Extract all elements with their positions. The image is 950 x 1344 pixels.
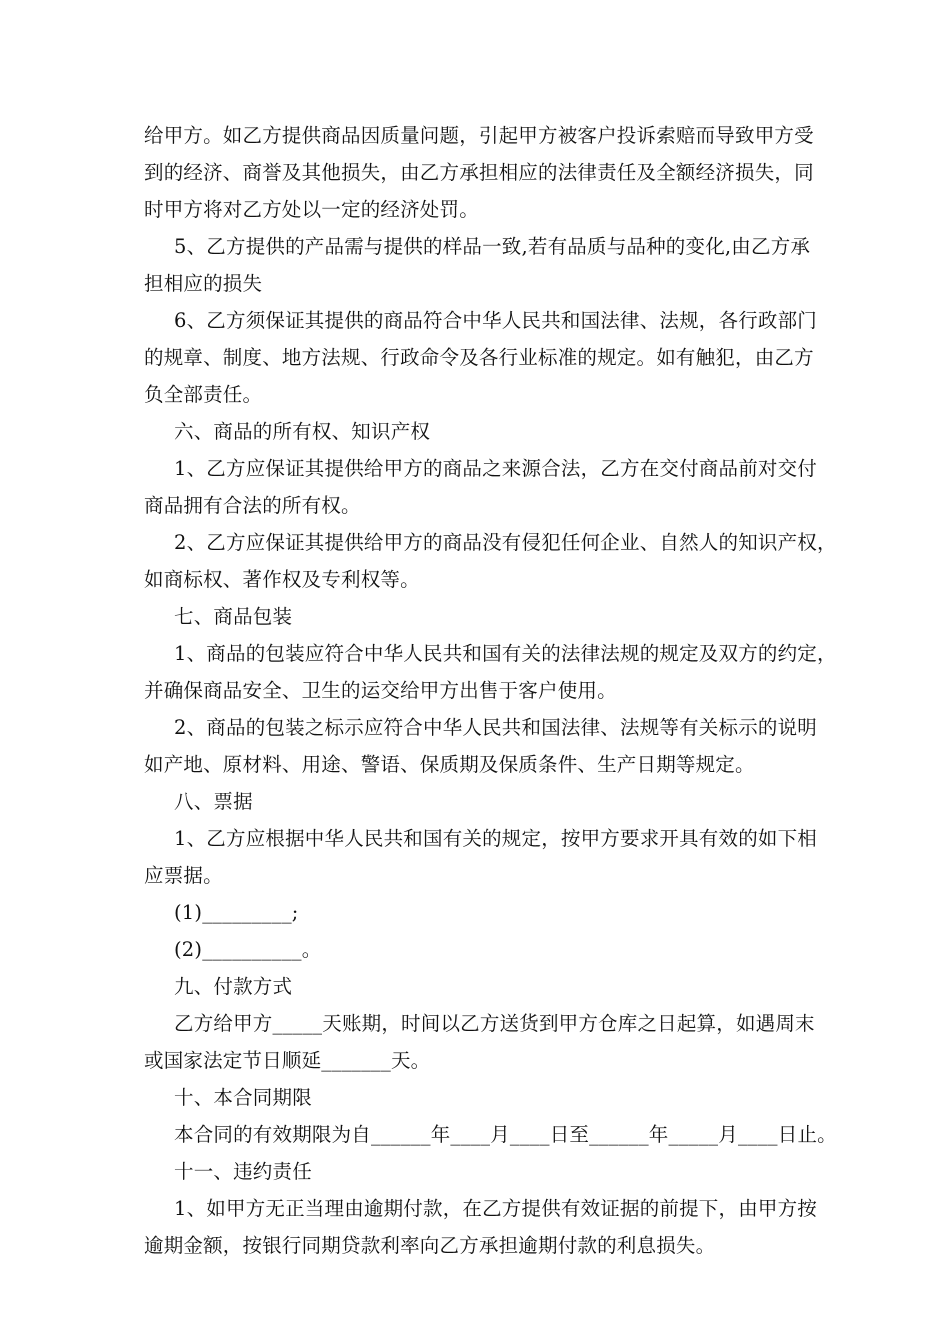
- text-line: 到的经济、商誉及其他损失，由乙方承担相应的法律责任及全额经济损失，同: [144, 161, 814, 184]
- section-heading: 八、票据: [174, 790, 253, 813]
- text-line: 商品拥有合法的所有权。: [144, 494, 361, 517]
- text-line: 负全部责任。: [144, 383, 263, 406]
- text-line: 本合同的有效期限为自______年____月____日至______年_____月____日止。: [174, 1123, 837, 1146]
- text-line: (1)_________;: [174, 901, 299, 924]
- text-line: 1、如甲方无正当理由逾期付款，在乙方提供有效证据的前提下，由甲方按: [174, 1197, 818, 1220]
- text-line: 应票据。: [144, 864, 223, 887]
- text-line: 6、乙方须保证其提供的商品符合中华人民共和国法律、法规，各行政部门: [174, 309, 818, 332]
- text-line: 逾期金额，按银行同期贷款利率向乙方承担逾期付款的利息损失。: [144, 1234, 716, 1257]
- text-line: 的规章、制度、地方法规、行政命令及各行业标准的规定。如有触犯，由乙方: [144, 346, 814, 369]
- text-line: 时甲方将对乙方处以一定的经济处罚。: [144, 198, 479, 221]
- section-heading: 六、商品的所有权、知识产权: [174, 420, 431, 443]
- text-line: 2、商品的包装之标示应符合中华人民共和国法律、法规等有关标示的说明: [174, 716, 818, 739]
- text-line: 1、商品的包装应符合中华人民共和国有关的法律法规的规定及双方的约定，: [174, 642, 837, 665]
- text-line: 1、乙方应保证其提供给甲方的商品之来源合法，乙方在交付商品前对交付: [174, 457, 818, 480]
- text-line: (2)__________。: [174, 938, 322, 961]
- text-line: 1、乙方应根据中华人民共和国有关的规定，按甲方要求开具有效的如下相: [174, 827, 818, 850]
- section-heading: 九、付款方式: [174, 975, 293, 998]
- text-line: 5、乙方提供的产品需与提供的样品一致,若有品质与品种的变化,由乙方承: [174, 235, 811, 258]
- section-heading: 七、商品包装: [174, 605, 293, 628]
- section-heading: 十、本合同期限: [174, 1086, 312, 1109]
- text-line: 或国家法定节日顺延_______天。: [144, 1049, 431, 1072]
- section-heading: 十一、违约责任: [174, 1160, 312, 1183]
- text-line: 给甲方。如乙方提供商品因质量问题，引起甲方被客户投诉索赔而导致甲方受: [144, 124, 814, 147]
- text-line: 如产地、原材料、用途、警语、保质期及保质条件、生产日期等规定。: [144, 753, 755, 776]
- text-line: 乙方给甲方_____天账期，时间以乙方送货到甲方仓库之日起算，如遇周末: [174, 1012, 815, 1035]
- text-line: 担相应的损失: [144, 272, 263, 295]
- text-line: 2、乙方应保证其提供给甲方的商品没有侵犯任何企业、自然人的知识产权，: [174, 531, 837, 554]
- text-line: 并确保商品安全、卫生的运交给甲方出售于客户使用。: [144, 679, 617, 702]
- text-line: 如商标权、著作权及专利权等。: [144, 568, 420, 591]
